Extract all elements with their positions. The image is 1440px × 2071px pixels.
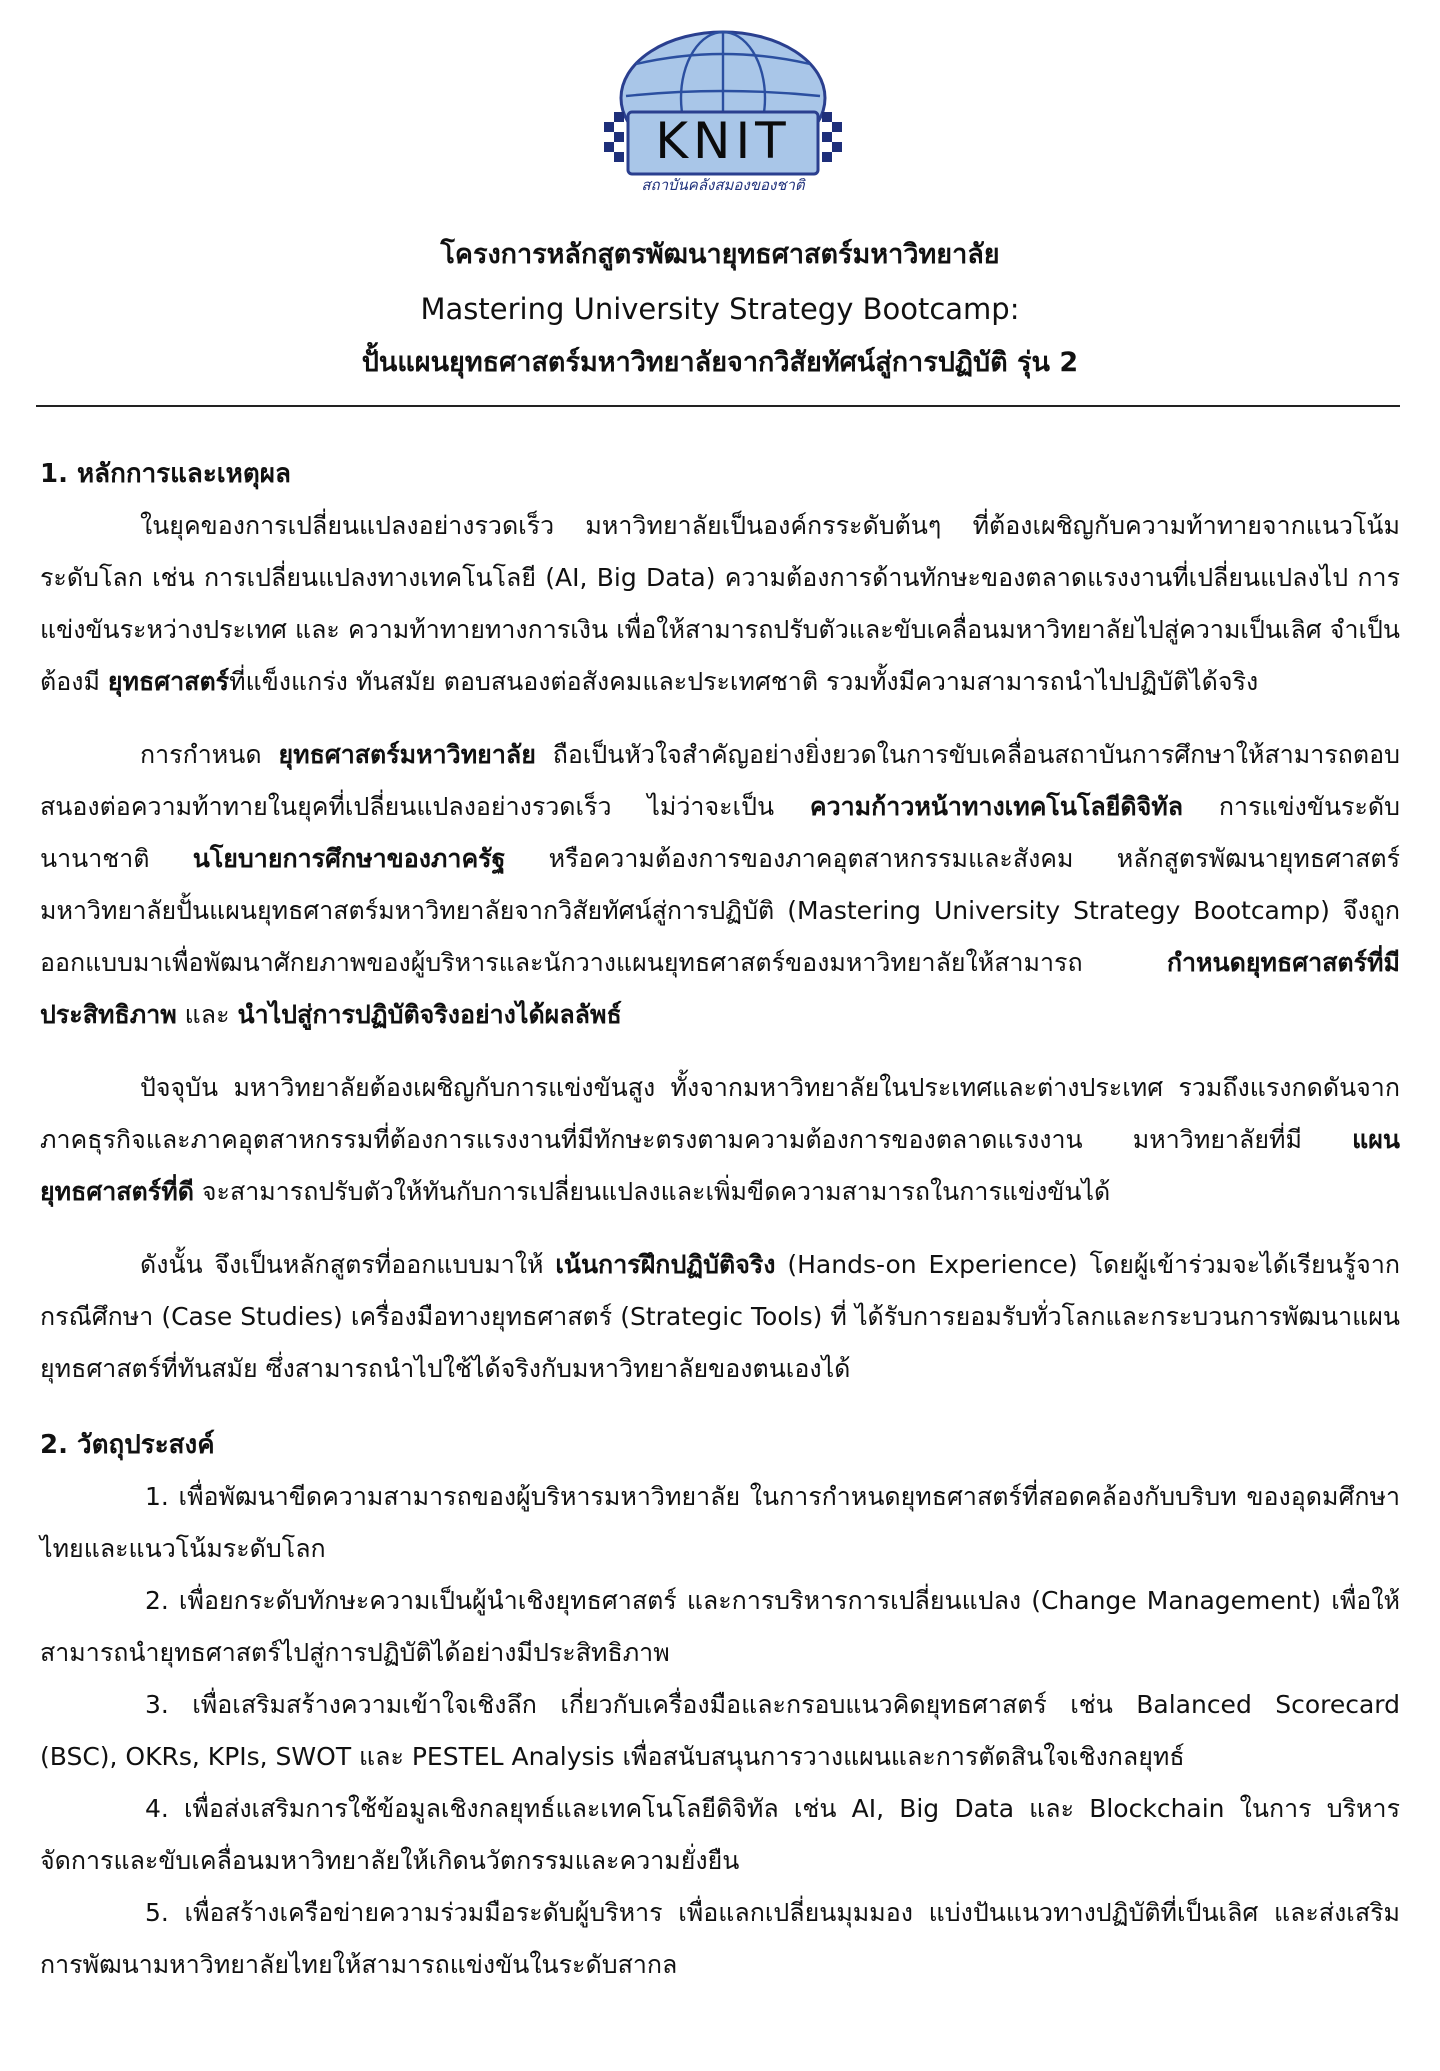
section-1-heading: 1. หลักการและเหตุผล — [40, 459, 291, 489]
bold-run: เน้นการฝึกปฏิบัติจริง — [555, 1250, 776, 1279]
text-run: ดังนั้น จึงเป็นหลักสูตรที่ออกแบบมาให้ — [140, 1250, 556, 1279]
logo-subtitle: สถาบันคลังสมองของชาติ — [641, 176, 805, 194]
bold-run: กำหนดยุทธศาสตร์ที่มีประสิทธิภาพ — [40, 948, 1400, 1029]
section-2-heading: 2. วัตถุประสงค์ — [40, 1430, 215, 1460]
paragraph-rationale-3 — [40, 1062, 1400, 1218]
text-run: ที่แข็งแกร่ง ทันสมัย ตอบสนองต่อสังคมและประเทศชาติ รวมทั้งมีความสามารถนำไปปฏิบัติได้จริง — [229, 667, 1259, 696]
paragraph-rationale-1 — [40, 500, 1400, 708]
text-run: จะสามารถปรับตัวให้ทันกับการเปลี่ยนแปลงและเพิ่มขีดความสามารถในการแข่งขันได้ — [193, 1177, 1111, 1206]
knit-logo — [578, 26, 868, 206]
objective-item: 1. เพื่อพัฒนาขีดความสามารถของผู้บริหารมหาวิทยาลัย ในการกำหนดยุทธศาสตร์ที่สอดคล้องกับบริบท ของอุดมศึกษาไทยและแนวโน้มระดับโลก — [40, 1482, 1400, 1563]
text-run: (Hands-on Experience) โดยผู้เข้าร่วมจะได้เรียนรู้จากกรณีศึกษา (Case Studies) เครื่องมือทางยุทธศาสตร์ (Strategic Tools) ที่ ได้รับการยอมรับทั่วโลกและกระบวนการพัฒนาแผนยุทธศาสตร์ที่ทันสมัย ซึ่งสามารถนำไปใช้ได้จริงกับมหาวิทยาลัยของตนเองได้ — [40, 1250, 1400, 1383]
bold-run: นำไปสู่การปฏิบัติจริงอย่างได้ผลลัพธ์ — [237, 1000, 622, 1029]
bold-run: ยุทธศาสตร์มหาวิทยาลัย — [278, 740, 536, 769]
bold-run: นโยบายการศึกษาของภาครัฐ — [192, 844, 506, 873]
text-run: และ — [176, 1000, 238, 1029]
logo-wordmark: KNIT — [655, 112, 791, 170]
title-line-subtitle: ปั้นแผนยุทธศาสตร์มหาวิทยาลัยจากวิสัยทัศน์สู่การปฏิบัติ รุ่น 2 — [361, 347, 1079, 378]
document-title — [60, 228, 1380, 390]
text-run: การแข่งขันระดับนานาชาติ — [40, 792, 1400, 873]
text-run: การกำหนด — [140, 740, 279, 769]
title-line-thai: โครงการหลักสูตรพัฒนายุทธศาสตร์มหาวิทยาลัย — [440, 239, 1000, 270]
objective-item: 4. เพื่อส่งเสริมการใช้ข้อมูลเชิงกลยุทธ์และเทคโนโลยีดิจิทัล เช่น AI, Big Data และ Blockchain ในการ บริหารจัดการและขับเคลื่อนมหาวิทยาลัยให้เกิดนวัตกรรมและความยั่งยืน — [40, 1794, 1400, 1875]
objective-item: 2. เพื่อยกระดับทักษะความเป็นผู้นำเชิงยุทธศาสตร์ และการบริหารการเปลี่ยนแปลง (Change Management) เพื่อให้สามารถนำยุทธศาสตร์ไปสู่การปฏิบัติได้อย่างมีประสิทธิภาพ — [40, 1586, 1400, 1667]
bold-run: ยุทธศาสตร์ — [107, 667, 230, 696]
text-run: ถือเป็นหัวใจสำคัญอย่างยิ่งยวดในการขับเคลื่อนสถาบันการศึกษาให้สามารถตอบสนองต่อความท้าทายในยุคที่เปลี่ยนแปลงอย่างรวดเร็ว ไม่ว่าจะเป็น — [40, 740, 1400, 821]
paragraph-rationale-4 — [40, 1239, 1400, 1395]
text-run: ในยุคของการเปลี่ยนแปลงอย่างรวดเร็ว มหาวิทยาลัยเป็นองค์กรระดับต้นๆ ที่ต้องเผชิญกับความท้าทายจากแนวโน้มระดับโลก เช่น การเปลี่ยนแปลงทางเทคโนโลยี (AI, Big Data) ความต้องการด้านทักษะของตลาดแรงงานที่เปลี่ยนแปลงไป การแข่งขันระหว่างประเทศ และ ความท้าทายทางการเงิน เพื่อให้สามารถปรับตัวและขับเคลื่อนมหาวิทยาลัยไปสู่ความเป็นเลิศ จำเป็นต้องมี — [40, 511, 1400, 696]
objective-item: 3. เพื่อเสริมสร้างความเข้าใจเชิงลึก เกี่ยวกับเครื่องมือและกรอบแนวคิดยุทธศาสตร์ เช่น Balanced Scorecard (BSC), OKRs, KPIs, SWOT และ PESTEL Analysis เพื่อสนับสนุนการวางแผนและการตัดสินใจเชิงกลยุทธ์ — [40, 1690, 1400, 1771]
bold-run: แผนยุทธศาสตร์ที่ดี — [40, 1125, 1400, 1206]
knit-logo-graphic — [578, 26, 868, 206]
title-line-english: Mastering University Strategy Bootcamp: — [420, 292, 1020, 326]
text-run: ปัจจุบัน มหาวิทยาลัยต้องเผชิญกับการแข่งขันสูง ทั้งจากมหาวิทยาลัยในประเทศและต่างประเทศ รวมถึงแรงกดดันจากภาคธุรกิจและภาคอุตสาหกรรมที่ต้องการแรงงานที่มีทักษะตรงตามความต้องการของตลาดแรงงาน มหาวิทยาลัยที่มี — [40, 1073, 1400, 1154]
objective-item: 5. เพื่อสร้างเครือข่ายความร่วมมือระดับผู้บริหาร เพื่อแลกเปลี่ยนมุมมอง แบ่งปันแนวทางปฏิบัติที่เป็นเลิศ และส่งเสริมการพัฒนามหาวิทยาลัยไทยให้สามารถแข่งขันในระดับสากล — [40, 1898, 1400, 1979]
paragraph-rationale-2 — [40, 729, 1400, 1041]
document-body — [40, 448, 1400, 1991]
bold-run: ความก้าวหน้าทางเทคโนโลยีดิจิทัล — [809, 792, 1184, 821]
title-divider — [36, 405, 1400, 407]
text-run: หรือความต้องการของภาคอุตสาหกรรมและสังคม หลักสูตรพัฒนายุทธศาสตร์มหาวิทยาลัยปั้นแผนยุทธศาสตร์มหาวิทยาลัยจากวิสัยทัศน์สู่การปฏิบัติ (Mastering University Strategy Bootcamp) จึงถูกออกแบบมาเพื่อพัฒนาศักยภาพของผู้บริหารและนักวางแผนยุทธศาสตร์ของมหาวิทยาลัยให้สามารถ — [40, 844, 1401, 977]
